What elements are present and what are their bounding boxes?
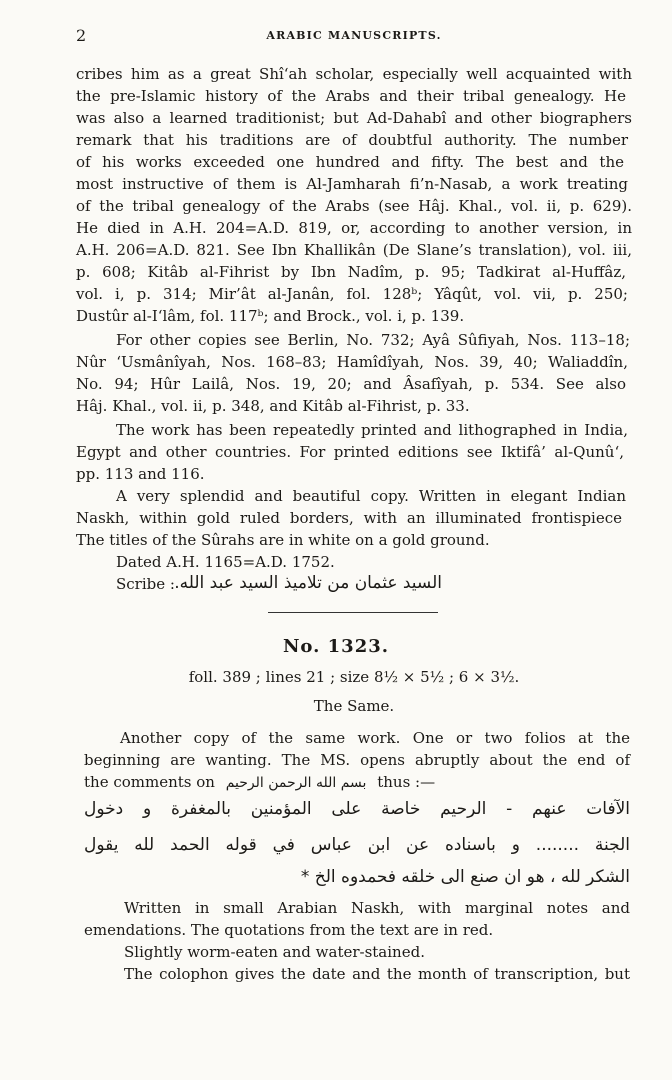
text-line: remark that his traditions are of doubtful authority. The number (76, 131, 628, 149)
text-line: beginning are wanting. The MS. opens abruptly about the end of (84, 751, 630, 769)
text-line: For other copies see Berlin, No. 732; Ayâ Sûfiyah, Nos. 113–18; (116, 331, 630, 349)
text-line: Naskh, within gold ruled borders, with an illuminated frontispiece (76, 509, 622, 527)
text-line: The titles of the Sûrahs are in white on a gold ground. (76, 531, 490, 549)
text-line: Egypt and other countries. For printed editions see Iktifâ’ al-Qunû‘, (76, 443, 624, 461)
page-number: 2 (76, 26, 87, 45)
text-line: A very splendid and beautiful copy. Written in elegant Indian (116, 487, 626, 505)
thus-arabic: بسم الله الرحمن الرحيم (225, 775, 367, 791)
arabic-quote-line: الآفات عنهم - الرحيم خاصة على المؤمنين بالمغفرة و دخول (84, 799, 630, 819)
text-line: of the tribal genealogy of the Arabs (see Hâj. Khal., vol. ii, p. 629). (76, 197, 632, 215)
text-line: The colophon gives the date and the month of transcription, but (124, 965, 630, 983)
text-line: Hâj. Khal., vol. ii, p. 348, and Kitâb al-Fihrist, p. 33. (76, 397, 470, 415)
text-line: p. 608; Kitâb al-Fihrist by Ibn Nadîm, p. 95; Tadkirat al-Huffâz, (76, 263, 626, 281)
entry-specs: foll. 389 ; lines 21 ; size 8½ × 5½ ; 6 × 3½. (188, 668, 520, 686)
text-line: The work has been repeatedly printed and lithographed in India, (116, 421, 628, 439)
entry-subtitle: The Same. (313, 697, 395, 715)
text-line (84, 772, 435, 793)
text-line: of his works exceeded one hundred and fifty. The best and the (76, 153, 624, 171)
text-line: No. 94; Hûr Lailâ, Nos. 19, 20; and Âsafîyah, p. 534. See also (76, 375, 626, 393)
text-line: pp. 113 and 116. (76, 465, 205, 483)
scribe-arabic: السيد عثمان من تلاميذ السيد عبد الله. (174, 573, 442, 593)
text-line: vol. i, p. 314; Mir’ât al-Janân, fol. 128ᵇ; Yâqût, vol. vii, p. 250; (76, 285, 628, 303)
text-line: Slightly worm-eaten and water-stained. (124, 943, 425, 961)
text-line: A.H. 206=A.D. 821. See Ibn Khallikân (De Slane’s translation), vol. iii, (76, 241, 632, 259)
running-head: ARABIC MANUSCRIPTS. (266, 29, 442, 42)
arabic-quote-line: الجنة ........ و باسناده عن ابن عباس في قوله الحمد لله يقول (84, 835, 630, 855)
text-line: Written in small Arabian Naskh, with marginal notes and (124, 899, 630, 917)
dated-line: Dated A.H. 1165=A.D. 1752. (116, 553, 335, 571)
text-line: emendations. The quotations from the text are in red. (84, 921, 494, 939)
scribe-label: Scribe : (116, 575, 175, 593)
page-header (76, 26, 632, 48)
section-divider (268, 612, 438, 613)
text-line: Nûr ‘Usmânîyah, Nos. 168–83; Hamîdîyah, Nos. 39, 40; Waliaddîn, (76, 353, 628, 371)
entry-title: No. 1323. (282, 636, 390, 657)
text-line: cribes him as a great Shî‘ah scholar, especially well acquainted with (76, 65, 632, 83)
text-line: most instructive of them is Al-Jamharah fi’n-Nasab, a work treating (76, 175, 628, 193)
thus-after: thus :— (377, 773, 436, 791)
text-line: Dustûr al-I‘lâm, fol. 117ᵇ; and Brock., vol. i, p. 139. (76, 307, 465, 325)
text-line: He died in A.H. 204=A.D. 819, or, according to another version, in (76, 219, 632, 237)
text-line: the pre-Islamic history of the Arabs and their tribal genealogy. He (76, 87, 626, 105)
text-line: Another copy of the same work. One or two folios at the (120, 729, 630, 747)
text-line: was also a learned traditionist; but Ad-Dahabî and other biographers (76, 109, 632, 127)
arabic-quote-line: الشكر لله ، هو ان صنع الى خلقه فحمدوه الخ * (300, 867, 630, 887)
thus-before: the comments on (84, 773, 215, 791)
